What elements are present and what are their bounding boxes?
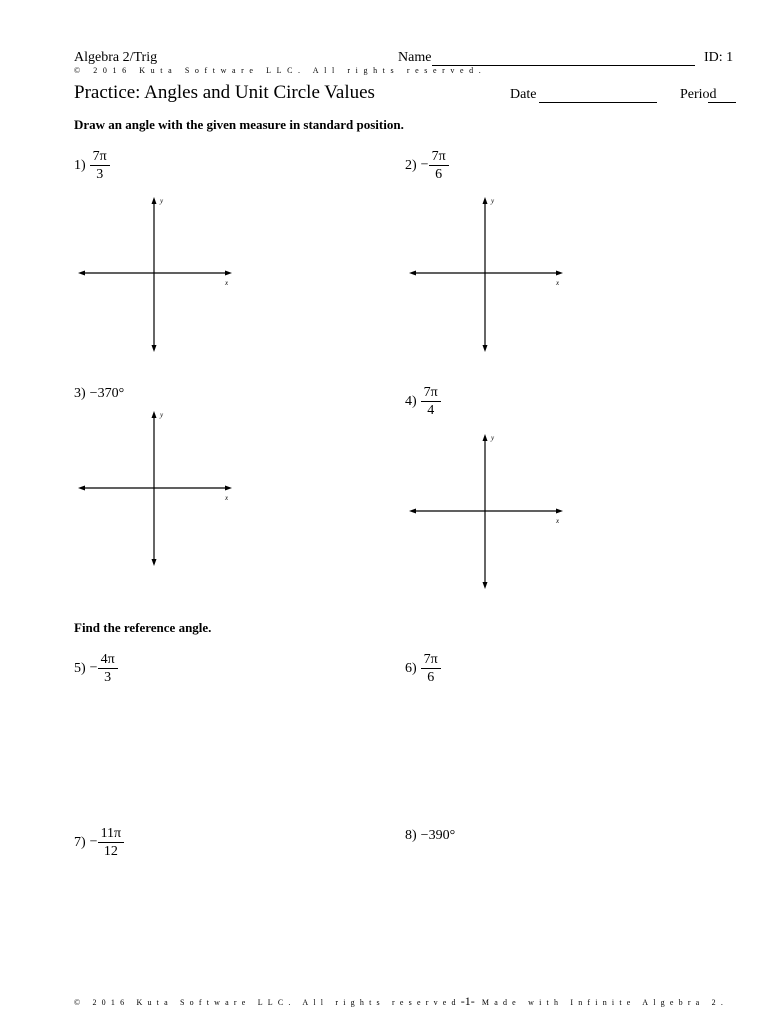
numerator: 7π: [421, 384, 441, 402]
denominator: 6: [427, 670, 435, 685]
problem-number: 8): [405, 828, 417, 843]
denominator: 4: [427, 403, 435, 418]
fraction: [421, 651, 441, 686]
problem-number: 3): [74, 386, 86, 401]
problem-number: 2): [405, 158, 417, 174]
denominator: 12: [103, 844, 118, 859]
problem-4: [405, 384, 441, 419]
coordinate-axes-3[interactable]: [78, 411, 232, 566]
page-number: -1-: [460, 994, 475, 1008]
x-axis-label: x: [556, 517, 560, 525]
course-name: Algebra 2/Trig: [74, 50, 158, 65]
footer-made-with: Made with Infinite Algebra 2.: [481, 998, 729, 1007]
page-title: Practice: Angles and Unit Circle Values: [74, 82, 375, 103]
numerator: 4π: [98, 651, 118, 669]
numerator: 11π: [98, 825, 125, 843]
x-axis-label: x: [556, 279, 560, 287]
problem-number: 7): [74, 835, 86, 851]
problem-7: [74, 825, 124, 860]
angle-value: −390°: [420, 828, 456, 843]
fraction: [421, 384, 441, 419]
y-axis-label: y: [491, 197, 495, 205]
fraction: [98, 825, 125, 860]
date-label: Date: [510, 87, 537, 102]
problem-5: [74, 651, 118, 686]
y-axis-label: y: [491, 434, 495, 442]
minus-sign: −: [420, 157, 429, 173]
header-copyright: © 2016 Kuta Software LLC. All rights reserved.: [74, 66, 487, 75]
page-footer: [74, 994, 728, 1009]
period-label: Period: [680, 87, 717, 102]
minus-sign: −: [89, 660, 98, 676]
angle-value: −370°: [89, 386, 125, 401]
y-axis-label: y: [160, 197, 164, 205]
coordinate-axes-2[interactable]: [409, 197, 563, 352]
denominator: 6: [435, 167, 443, 182]
problem-6: [405, 651, 441, 686]
problem-8: [405, 826, 455, 844]
name-label: Name: [398, 50, 432, 65]
coordinate-axes-4[interactable]: [409, 434, 563, 589]
worksheet-id: ID: 1: [704, 50, 734, 65]
fraction: [429, 148, 449, 183]
numerator: 7π: [429, 148, 449, 166]
fraction: [90, 148, 110, 183]
x-axis-label: x: [225, 494, 229, 502]
problem-1: [74, 148, 110, 183]
draw-instruction: Draw an angle with the given measure in standard position.: [74, 117, 404, 132]
y-axis-label: y: [160, 411, 164, 419]
problem-3: [74, 384, 124, 402]
problem-number: 4): [405, 394, 417, 410]
problem-number: 1): [74, 158, 86, 174]
period-blank-line[interactable]: [708, 102, 736, 103]
fraction: [98, 651, 118, 686]
problem-number: 6): [405, 661, 417, 677]
problem-number: 5): [74, 661, 86, 677]
numerator: 7π: [90, 148, 110, 166]
denominator: 3: [104, 670, 112, 685]
coordinate-axes-1[interactable]: [78, 197, 232, 352]
minus-sign: −: [89, 834, 98, 850]
problem-2: [405, 148, 449, 183]
reference-instruction: Find the reference angle.: [74, 620, 212, 635]
date-blank-line[interactable]: [539, 102, 657, 103]
numerator: 7π: [421, 651, 441, 669]
denominator: 3: [96, 167, 104, 182]
x-axis-label: x: [225, 279, 229, 287]
footer-copyright: © 2016 Kuta Software LLC. All rights reserved: [74, 998, 461, 1007]
